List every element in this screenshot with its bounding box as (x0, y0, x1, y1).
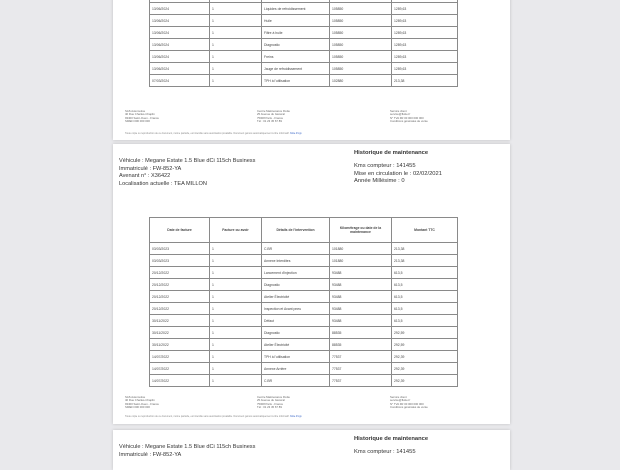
cell-invoice-type: 1 (210, 363, 262, 375)
col-details: Détails de l'intervention (262, 218, 330, 243)
vehicle-plate: Immatriculé : FW-852-YA (119, 165, 182, 172)
col-invoice-date: Date de facture (150, 218, 210, 243)
cell-details: Freins (262, 51, 330, 63)
vehicle-model: Véhicule : Megane Estate 1.5 Blue dCi 115ch Business (119, 158, 256, 164)
legal-notice: Toute copie ou reproduction de ce document, même partielle, est interdite sans autorisation préalable. Document généré automatiquement à titre informatif. flotte.fr/cgv (125, 415, 302, 418)
cell-amount: 292,39 (392, 351, 458, 363)
cell-invoice-date: 03/03/2023 (150, 243, 210, 255)
legal-link[interactable]: flotte.fr/cgv (290, 415, 302, 418)
cell-invoice-type: 1 (210, 39, 262, 51)
cell-invoice-date: 13/06/2024 (150, 15, 210, 27)
footer-col-center: Centre Maintenance Flotte 25 Avenue du Général 75008 Paris - France Tél : 01 23 45 67 89 (257, 395, 290, 409)
table-row (150, 375, 458, 387)
cell-mileage: 105850 (330, 39, 392, 51)
maintenance-table (149, 0, 458, 87)
cell-details: Huile (262, 15, 330, 27)
cell-mileage: 105850 (330, 15, 392, 27)
cell-amount: 613,5 (392, 279, 458, 291)
vehicle-info (119, 444, 255, 459)
cell-invoice-type: 1 (210, 243, 262, 255)
table-row (150, 267, 458, 279)
table-body (150, 0, 458, 87)
table-row (150, 39, 458, 51)
cell-details: C.BR (262, 243, 330, 255)
cell-amount: 1289,63 (392, 3, 458, 15)
cell-details: TPH à l'utilisation (262, 351, 330, 363)
cell-amount: 292,59 (392, 339, 458, 351)
cell-invoice-date: 07/03/2024 (150, 75, 210, 87)
cell-amount: 1289,63 (392, 15, 458, 27)
cell-mileage: 105850 (330, 63, 392, 75)
cell-details: Annexe Interdites (262, 255, 330, 267)
cell-details: Filtre à huile (262, 27, 330, 39)
maintenance-title: Historique de maintenance (354, 436, 429, 442)
table-row (150, 291, 458, 303)
vehicle-plate: Immatriculé : FW-852-YA (119, 451, 182, 458)
cell-invoice-type: 1 (210, 327, 262, 339)
table-body (150, 243, 458, 387)
cell-invoice-date: 13/06/2024 (150, 27, 210, 39)
cell-invoice-date: 13/06/2024 (150, 39, 210, 51)
cell-invoice-type: 1 (210, 303, 262, 315)
cell-invoice-date: 30/11/2022 (150, 339, 210, 351)
cell-mileage: 93488 (330, 315, 392, 327)
cell-invoice-type: 1 (210, 255, 262, 267)
col-amount: Montant TTC (392, 218, 458, 243)
cell-amount: 1289,63 (392, 27, 458, 39)
cell-amount: 1289,63 (392, 39, 458, 51)
table-row (150, 15, 458, 27)
table-row (150, 303, 458, 315)
cell-mileage: 93488 (330, 303, 392, 315)
footer-col-service: Service client service@flotte.fr N° TVA FR 00 000 000 000 Conditions générales de vente (390, 109, 428, 123)
cell-amount: 613,5 (392, 267, 458, 279)
cell-mileage: 102880 (330, 75, 392, 87)
cell-invoice-date: 14/07/2022 (150, 375, 210, 387)
maintenance-header (354, 436, 428, 457)
vehicle-info (119, 158, 255, 188)
cell-mileage: 105850 (330, 51, 392, 63)
table-row (150, 27, 458, 39)
cell-invoice-date: 13/06/2024 (150, 51, 210, 63)
model-year: Année Millésime : 0 (354, 178, 405, 185)
cell-mileage: 93488 (330, 267, 392, 279)
odometer: Kms compteur : 141455 (354, 162, 416, 169)
cell-invoice-type: 1 (210, 51, 262, 63)
cell-amount: 213,38 (392, 255, 458, 267)
cell-invoice-type: 1 (210, 351, 262, 363)
document-page-3 (113, 430, 510, 470)
cell-invoice-date: 30/11/2022 (150, 315, 210, 327)
cell-invoice-date: 20/12/2022 (150, 303, 210, 315)
cell-mileage: 77537 (330, 351, 392, 363)
table-row (150, 255, 458, 267)
cell-amount: 613,5 (392, 303, 458, 315)
table-row (150, 63, 458, 75)
cell-invoice-date: 13/06/2024 (150, 63, 210, 75)
cell-details: Jauge de refroidissement (262, 63, 330, 75)
cell-invoice-date: 20/12/2022 (150, 291, 210, 303)
cell-mileage: 105850 (330, 27, 392, 39)
cell-details: Atelier Électricité (262, 339, 330, 351)
cell-mileage: 77537 (330, 363, 392, 375)
cell-mileage: 105850 (330, 3, 392, 15)
table-row (150, 315, 458, 327)
cell-invoice-date: 20/12/2022 (150, 267, 210, 279)
document-page-1 (113, 0, 510, 140)
table-row (150, 243, 458, 255)
cell-amount: 292,39 (392, 375, 458, 387)
table-header-row (150, 218, 458, 243)
cell-amount: 292,59 (392, 327, 458, 339)
document-page-2 (113, 144, 510, 424)
cell-invoice-type: 1 (210, 339, 262, 351)
col-mileage: Kilométrage ou date de la maintenance (330, 218, 392, 243)
cell-details: C.BR (262, 375, 330, 387)
vehicle-model: Véhicule : Megane Estate 1.5 Blue dCi 115ch Business (119, 444, 256, 450)
cell-details: Diagnostic (262, 39, 330, 51)
cell-invoice-date: 14/07/2022 (150, 351, 210, 363)
cell-invoice-type: 1 (210, 27, 262, 39)
table-row (150, 351, 458, 363)
cell-mileage: 101880 (330, 243, 392, 255)
cell-details: Diagnostic (262, 279, 330, 291)
cell-mileage: 101880 (330, 255, 392, 267)
cell-amount: 613,5 (392, 315, 458, 327)
cell-invoice-type: 1 (210, 3, 262, 15)
table-row (150, 279, 458, 291)
cell-mileage: 88535 (330, 339, 392, 351)
cell-mileage: 88535 (330, 327, 392, 339)
odometer: Kms compteur : 141455 (354, 448, 416, 455)
cell-invoice-date: 03/03/2023 (150, 255, 210, 267)
cell-invoice-type: 1 (210, 63, 262, 75)
cell-mileage: 93488 (330, 291, 392, 303)
cell-details: Atelier Électricité (262, 291, 330, 303)
cell-invoice-type: 1 (210, 267, 262, 279)
maintenance-title: Historique de maintenance (354, 150, 429, 156)
cell-mileage: 77537 (330, 375, 392, 387)
cell-invoice-type: 1 (210, 315, 262, 327)
cell-details: Liquides de refroidissement (262, 3, 330, 15)
table-row (150, 339, 458, 351)
cell-invoice-type: 1 (210, 75, 262, 87)
cell-amount: 1289,63 (392, 63, 458, 75)
table-row (150, 75, 458, 87)
legal-link[interactable]: flotte.fr/cgv (290, 132, 302, 135)
table-row (150, 3, 458, 15)
legal-notice: Toute copie ou reproduction de ce document, même partielle, est interdite sans autorisation préalable. Document généré automatiquement à titre informatif. flotte.fr/cgv (125, 132, 302, 135)
cell-mileage: 93488 (330, 279, 392, 291)
table-row (150, 51, 458, 63)
vehicle-location: Localisation actuelle : TEA MILLON (119, 180, 207, 187)
footer-col-company: SAS Automotive 40 Rue Charles-Chaplin 93400 Saint-Ouen - France SIREN 000 000 000 (125, 109, 159, 123)
cell-invoice-date: 14/07/2022 (150, 363, 210, 375)
footer-col-company: SAS Automotive 40 Rue Charles-Chaplin 93400 Saint-Ouen - France SIREN 000 000 000 (125, 395, 159, 409)
cell-details: Diagnostic (262, 327, 330, 339)
cell-amount: 613,5 (392, 291, 458, 303)
registration-date: Mise en circulation le : 02/02/2021 (354, 170, 442, 177)
cell-invoice-date: 13/06/2024 (150, 3, 210, 15)
footer-col-service: Service client service@flotte.fr N° TVA FR 00 000 000 000 Conditions générales de vente (390, 395, 428, 409)
cell-amount: 1289,63 (392, 51, 458, 63)
table-row (150, 327, 458, 339)
cell-amount: 292,39 (392, 363, 458, 375)
vehicle-amendment: Avenant n° : X36422 (119, 173, 171, 180)
table-row (150, 363, 458, 375)
footer-col-center: Centre Maintenance Flotte 25 Avenue du Général 75008 Paris - France Tél : 01 23 45 67 89 (257, 109, 290, 123)
cell-invoice-date: 30/11/2022 (150, 327, 210, 339)
cell-invoice-date: 20/12/2022 (150, 279, 210, 291)
cell-details: TPH à l'utilisation (262, 75, 330, 87)
cell-invoice-type: 1 (210, 279, 262, 291)
cell-details: Annexe Arrière (262, 363, 330, 375)
col-invoice-type: Facture ou avoir (210, 218, 262, 243)
maintenance-table (149, 217, 458, 387)
cell-invoice-type: 1 (210, 375, 262, 387)
cell-details: Inspection et Avant pneu (262, 303, 330, 315)
cell-amount: 213,38 (392, 243, 458, 255)
cell-invoice-type: 1 (210, 15, 262, 27)
cell-details: Défaut (262, 315, 330, 327)
maintenance-header (354, 150, 442, 186)
cell-details: Lancement d'injection (262, 267, 330, 279)
cell-amount: 213,38 (392, 75, 458, 87)
cell-invoice-type: 1 (210, 291, 262, 303)
